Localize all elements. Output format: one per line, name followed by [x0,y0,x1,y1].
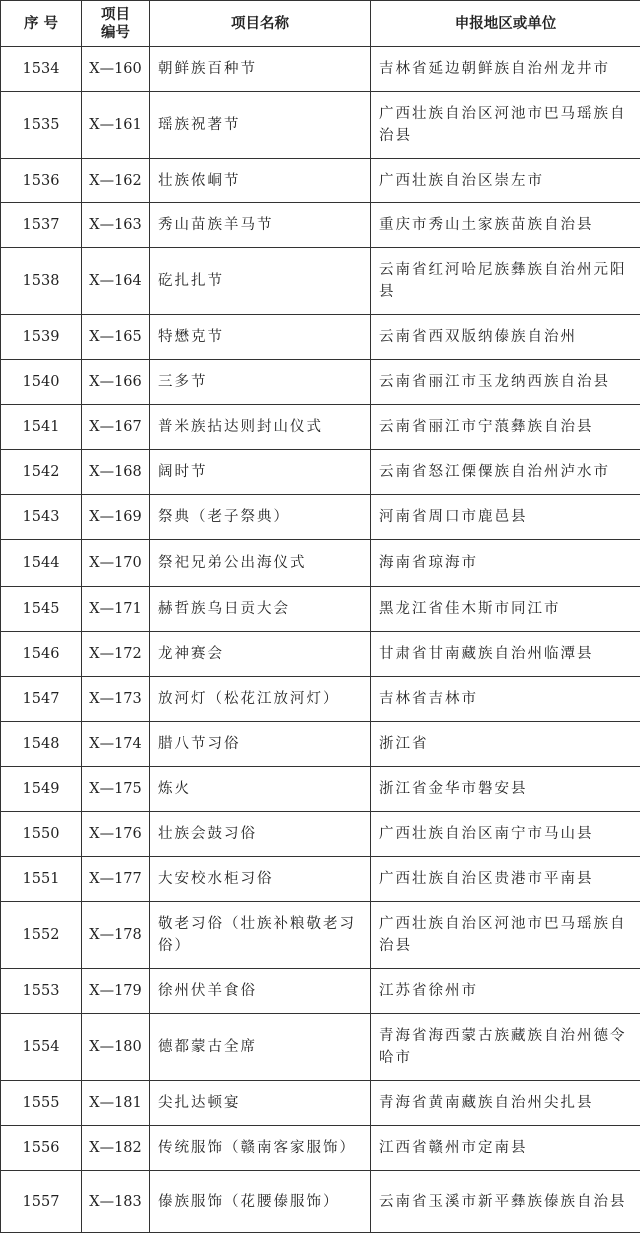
row-number: 1543 [1,495,82,540]
table-row [1,495,640,540]
table-row [1,47,640,92]
row-name: 传统服饰（赣南客家服饰） [150,1126,371,1171]
table-row [1,159,640,203]
row-number: 1557 [1,1171,82,1233]
row-number: 1548 [1,722,82,767]
row-code: Ⅹ—174 [82,722,150,767]
row-number: 1544 [1,540,82,587]
row-region: 吉林省吉林市 [371,677,640,722]
row-code: Ⅹ—162 [82,159,150,203]
row-name: 祭典（老子祭典） [150,495,371,540]
row-name: 秀山苗族羊马节 [150,203,371,248]
row-number: 1534 [1,47,82,92]
row-name: 炼火 [150,767,371,812]
row-code: Ⅹ—178 [82,902,150,969]
header-code-text: 项目编号 [101,6,130,41]
row-name: 龙神赛会 [150,632,371,677]
row-number: 1537 [1,203,82,248]
row-code: Ⅹ—177 [82,857,150,902]
row-number: 1536 [1,159,82,203]
table-row [1,1126,640,1171]
row-code: Ⅹ—161 [82,92,150,159]
table-row [1,540,640,587]
table-row [1,632,640,677]
row-name: 祭祀兄弟公出海仪式 [150,540,371,587]
row-name: 腊八节习俗 [150,722,371,767]
row-region: 广西壮族自治区崇左市 [371,159,640,203]
table-row [1,405,640,450]
row-code: Ⅹ—181 [82,1081,150,1126]
row-name: 朝鲜族百种节 [150,47,371,92]
row-region: 广西壮族自治区河池市巴马瑶族自治县 [371,902,640,969]
table-row [1,248,640,315]
table-row [1,812,640,857]
row-name: 阔时节 [150,450,371,495]
table-row [1,1014,640,1081]
row-number: 1540 [1,360,82,405]
row-region: 吉林省延边朝鲜族自治州龙井市 [371,47,640,92]
row-region: 江西省赣州市定南县 [371,1126,640,1171]
row-name: 放河灯（松花江放河灯） [150,677,371,722]
row-region: 云南省怒江傈僳族自治州泸水市 [371,450,640,495]
row-region: 甘肃省甘南藏族自治州临潭县 [371,632,640,677]
row-name: 赫哲族乌日贡大会 [150,587,371,632]
row-number: 1538 [1,248,82,315]
table-body [1,47,640,1233]
row-code: Ⅹ—165 [82,315,150,360]
row-code: Ⅹ—166 [82,360,150,405]
row-region: 重庆市秀山土家族苗族自治县 [371,203,640,248]
row-number: 1552 [1,902,82,969]
header-code [82,1,150,47]
row-region: 云南省玉溪市新平彝族傣族自治县 [371,1171,640,1233]
row-number: 1553 [1,969,82,1014]
row-code: Ⅹ—176 [82,812,150,857]
row-code: Ⅹ—160 [82,47,150,92]
row-name: 壮族会鼓习俗 [150,812,371,857]
row-number: 1554 [1,1014,82,1081]
header-number: 序 号 [1,1,82,47]
row-name: 特懋克节 [150,315,371,360]
row-code: Ⅹ—167 [82,405,150,450]
row-code: Ⅹ—164 [82,248,150,315]
row-number: 1545 [1,587,82,632]
row-region: 浙江省金华市磐安县 [371,767,640,812]
table-row [1,203,640,248]
header-region: 申报地区或单位 [371,1,640,47]
row-number: 1547 [1,677,82,722]
table-row [1,1171,640,1233]
row-region: 广西壮族自治区河池市巴马瑶族自治县 [371,92,640,159]
row-number: 1550 [1,812,82,857]
row-code: Ⅹ—173 [82,677,150,722]
row-number: 1546 [1,632,82,677]
row-region: 云南省丽江市玉龙纳西族自治县 [371,360,640,405]
row-region: 黑龙江省佳木斯市同江市 [371,587,640,632]
row-name: 大安校水柜习俗 [150,857,371,902]
table-row [1,450,640,495]
row-region: 浙江省 [371,722,640,767]
row-name: 矻扎扎节 [150,248,371,315]
row-number: 1549 [1,767,82,812]
row-code: Ⅹ—180 [82,1014,150,1081]
row-code: Ⅹ—163 [82,203,150,248]
row-region: 广西壮族自治区南宁市马山县 [371,812,640,857]
row-code: Ⅹ—170 [82,540,150,587]
table-row [1,969,640,1014]
row-region: 云南省丽江市宁蒗彝族自治县 [371,405,640,450]
table-row [1,315,640,360]
row-region: 青海省海西蒙古族藏族自治州德令哈市 [371,1014,640,1081]
row-code: Ⅹ—182 [82,1126,150,1171]
table-header-row [1,1,640,47]
row-code: Ⅹ—183 [82,1171,150,1233]
row-code: Ⅹ—175 [82,767,150,812]
row-number: 1539 [1,315,82,360]
row-region: 云南省西双版纳傣族自治州 [371,315,640,360]
table-row [1,587,640,632]
row-name: 普米族拈达则封山仪式 [150,405,371,450]
row-number: 1535 [1,92,82,159]
row-name: 三多节 [150,360,371,405]
row-number: 1542 [1,450,82,495]
row-code: Ⅹ—168 [82,450,150,495]
row-number: 1556 [1,1126,82,1171]
row-code: Ⅹ—171 [82,587,150,632]
row-region: 江苏省徐州市 [371,969,640,1014]
row-name: 德都蒙古全席 [150,1014,371,1081]
header-name: 项目名称 [150,1,371,47]
table-row [1,92,640,159]
table-row [1,857,640,902]
row-code: Ⅹ—172 [82,632,150,677]
row-name: 傣族服饰（花腰傣服饰） [150,1171,371,1233]
row-name: 徐州伏羊食俗 [150,969,371,1014]
row-name: 敬老习俗（壮族补粮敬老习俗） [150,902,371,969]
row-code: Ⅹ—169 [82,495,150,540]
row-name: 瑶族祝著节 [150,92,371,159]
table-row [1,722,640,767]
row-region: 广西壮族自治区贵港市平南县 [371,857,640,902]
row-name: 尖扎达顿宴 [150,1081,371,1126]
table-row [1,360,640,405]
row-region: 海南省琼海市 [371,540,640,587]
row-region: 河南省周口市鹿邑县 [371,495,640,540]
table-row [1,902,640,969]
table-row [1,767,640,812]
row-code: Ⅹ—179 [82,969,150,1014]
row-name: 壮族侬峒节 [150,159,371,203]
row-region: 青海省黄南藏族自治州尖扎县 [371,1081,640,1126]
row-number: 1541 [1,405,82,450]
row-region: 云南省红河哈尼族彝族自治州元阳县 [371,248,640,315]
table-row [1,677,640,722]
row-number: 1555 [1,1081,82,1126]
table-row [1,1081,640,1126]
row-number: 1551 [1,857,82,902]
